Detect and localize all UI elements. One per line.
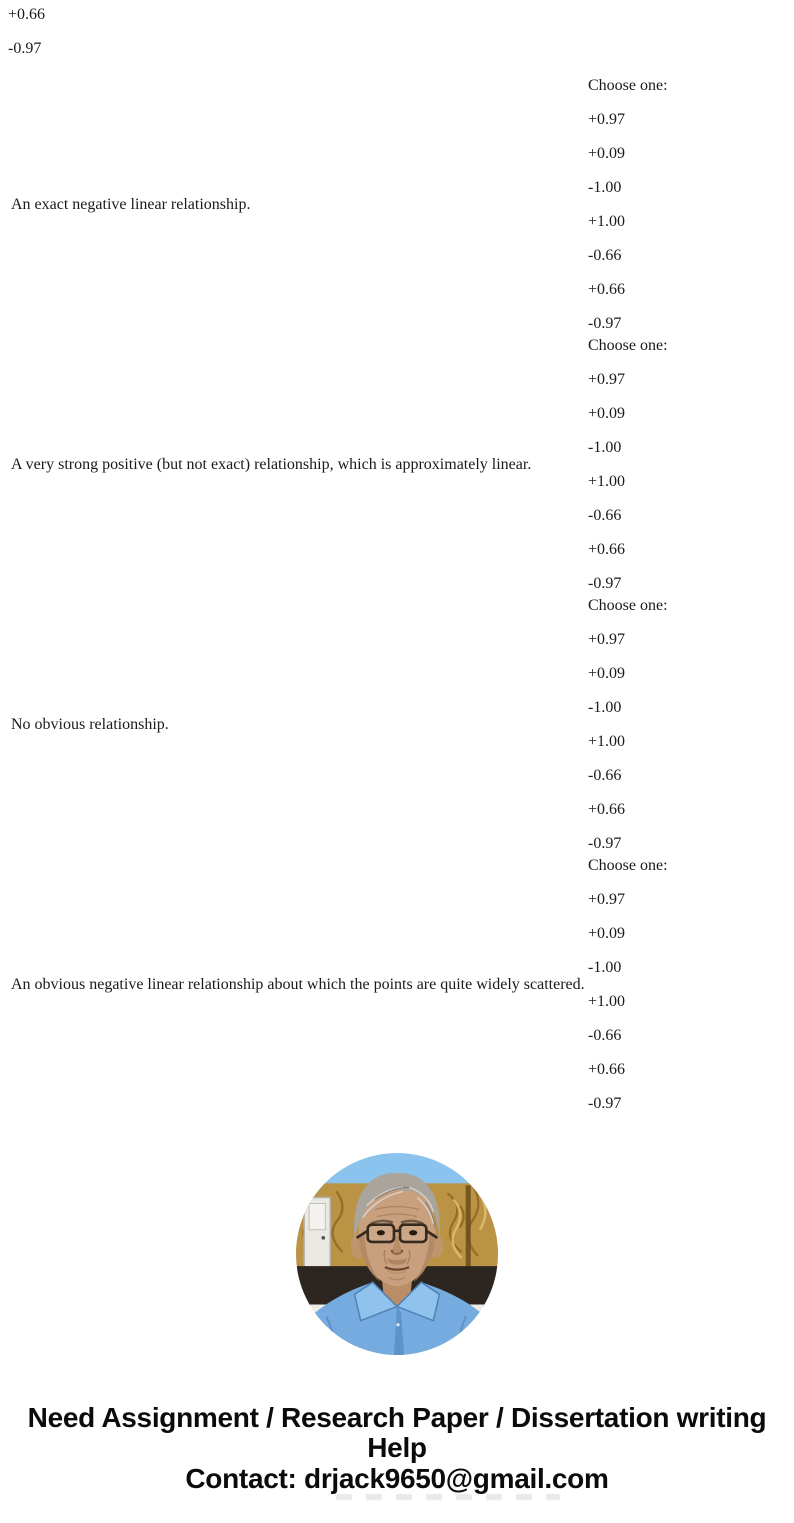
answer-choices: [588, 75, 668, 341]
answer-option[interactable]: -1.00: [588, 959, 622, 976]
option-list: [588, 623, 668, 861]
answer-option[interactable]: -0.66: [588, 1027, 622, 1044]
question-prompt: An exact negative linear relationship.: [11, 196, 251, 213]
answer-option[interactable]: +0.66: [588, 1061, 626, 1078]
answer-option[interactable]: -0.97: [588, 1095, 622, 1112]
answer-option[interactable]: +0.09: [588, 925, 626, 942]
answer-option[interactable]: +0.09: [588, 145, 626, 162]
answer-option[interactable]: +0.97: [588, 631, 626, 648]
option-list: [588, 363, 668, 601]
answer-choices: [588, 855, 668, 1121]
question-row-4: [0, 855, 794, 1115]
answer-option[interactable]: +1.00: [588, 733, 626, 750]
contact-email-line[interactable]: Contact: drjack9650@gmail.com: [185, 1463, 609, 1494]
answer-option[interactable]: +0.66: [8, 6, 46, 23]
answer-option[interactable]: -0.66: [588, 507, 622, 524]
choose-one-label: Choose one:: [588, 597, 668, 614]
answer-option[interactable]: +0.09: [588, 665, 626, 682]
answer-option[interactable]: +1.00: [588, 473, 626, 490]
question-prompt: A very strong positive (but not exact) relationship, which is approximately linear.: [11, 456, 532, 473]
answer-option[interactable]: +0.09: [588, 405, 626, 422]
answer-option[interactable]: +0.66: [588, 801, 626, 818]
answer-option[interactable]: -1.00: [588, 439, 622, 456]
answer-option[interactable]: +0.97: [588, 111, 626, 128]
answer-option[interactable]: -0.66: [588, 767, 622, 784]
answer-option[interactable]: -0.97: [588, 575, 622, 592]
answer-option[interactable]: -0.66: [588, 247, 622, 264]
option-list: [588, 883, 668, 1121]
option-list: [588, 103, 668, 341]
question-prompt: No obvious relationship.: [11, 716, 169, 733]
choose-one-label: Choose one:: [588, 337, 668, 354]
answer-option[interactable]: +1.00: [588, 213, 626, 230]
answer-option[interactable]: -1.00: [588, 179, 622, 196]
promo-heading: Need Assignment / Research Paper / Dissertation writing Help: [27, 1402, 767, 1463]
choose-one-label: Choose one:: [588, 77, 668, 94]
promo-footer: [0, 1403, 794, 1494]
previous-question-options: [8, 0, 45, 66]
answer-option[interactable]: -0.97: [588, 835, 622, 852]
answer-option[interactable]: +0.97: [588, 891, 626, 908]
answer-option[interactable]: +0.66: [588, 281, 626, 298]
answer-option[interactable]: -1.00: [588, 699, 622, 716]
answer-choices: [588, 335, 668, 601]
tutor-photo-avatar: [296, 1153, 498, 1355]
answer-option[interactable]: -0.97: [8, 40, 42, 57]
answer-choices: [588, 595, 668, 861]
question-row-3: [0, 595, 794, 855]
answer-option[interactable]: +1.00: [588, 993, 626, 1010]
question-row-2: [0, 335, 794, 595]
question-row-1: [0, 75, 794, 335]
tutor-photo-illustration: [296, 1153, 498, 1355]
answer-option[interactable]: -0.97: [588, 315, 622, 332]
answer-option[interactable]: +0.66: [588, 541, 626, 558]
cropped-text-artifact: [336, 1494, 560, 1500]
answer-option[interactable]: +0.97: [588, 371, 626, 388]
question-prompt: An obvious negative linear relationship about which the points are quite widely scattered.: [11, 976, 585, 993]
choose-one-label: Choose one:: [588, 857, 668, 874]
